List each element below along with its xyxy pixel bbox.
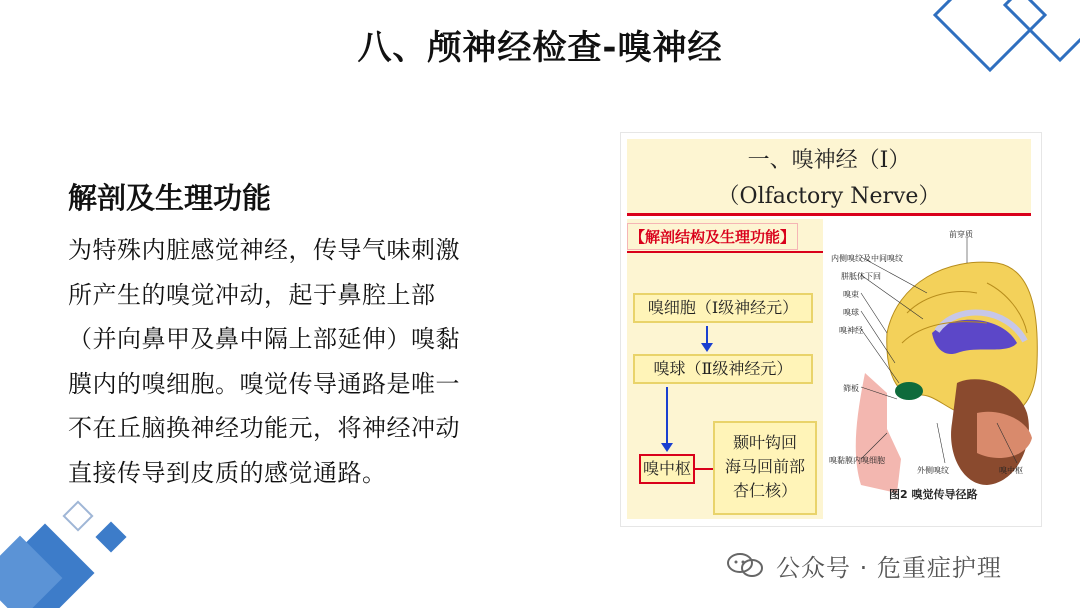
body-line: 膜内的嗅细胞。嗅觉传导通路是唯一	[68, 369, 460, 398]
label-olfactory-tract: 嗅束	[843, 290, 859, 299]
section-heading: 解剖及生理功能	[68, 181, 272, 215]
flow-centers-list	[713, 421, 817, 515]
body-line: 不在丘脑换神经功能元，将神经冲动	[68, 414, 460, 443]
slide-title: 八、颅神经检查-嗅神经	[357, 28, 723, 68]
body-text	[68, 228, 530, 496]
figure-title: 一、嗅神经（Ⅰ）	[747, 148, 911, 173]
flow-step-olfactory-bulb: 嗅球（Ⅱ级神经元）	[633, 354, 813, 384]
center-item: 颞叶钩回	[732, 433, 797, 452]
flow-step-olfactory-center: 嗅中枢	[639, 454, 695, 484]
figure-subtitle: （Olfactory Nerve）	[717, 184, 941, 209]
watermark	[726, 548, 1002, 583]
corner-decoration-bottom-left	[0, 498, 140, 608]
brain-illustration	[827, 223, 1039, 523]
center-item: 杏仁核）	[732, 481, 797, 500]
label-olfactory-bulb: 嗅球	[843, 308, 859, 317]
body-line: （并向鼻甲及鼻中隔上部延伸）嗅黏	[68, 325, 460, 354]
watermark-text: 公众号 · 危重症护理	[776, 554, 1002, 582]
flow-step-olfactory-cell: 嗅细胞（Ⅰ级神经元）	[633, 293, 813, 323]
body-line: 为特殊内脏感觉神经，传导气味刺激	[68, 236, 460, 264]
label-anterior-perforated: 前穿质	[949, 230, 973, 239]
label-lateral-stria: 外侧嗅纹	[917, 466, 949, 475]
figure-section-label: 【解剖结构及生理功能】	[627, 223, 798, 250]
label-olfactory-center: 嗅中枢	[999, 466, 1023, 475]
label-cribriform-plate: 筛板	[843, 384, 859, 393]
figure-caption: 图2 嗅觉传导径路	[889, 488, 978, 501]
label-subcallosal-gyrus: 胼胝体下回	[841, 272, 881, 281]
label-olfactory-nerve: 嗅神经	[839, 326, 863, 335]
divider-line	[627, 213, 1031, 216]
olfactory-nerve-figure	[620, 132, 1042, 527]
divider-line	[627, 251, 823, 253]
figure-header	[627, 139, 1031, 213]
label-mucosa-cells: 嗅黏膜内嗅细胞	[829, 456, 885, 465]
body-line: 所产生的嗅觉冲动，起于鼻腔上部	[68, 280, 436, 309]
label-medial-stria: 内侧嗅纹及中间嗅纹	[831, 254, 903, 263]
center-item: 海马回前部	[724, 457, 805, 476]
body-line: 直接传导到皮质的感觉通路。	[68, 458, 387, 487]
